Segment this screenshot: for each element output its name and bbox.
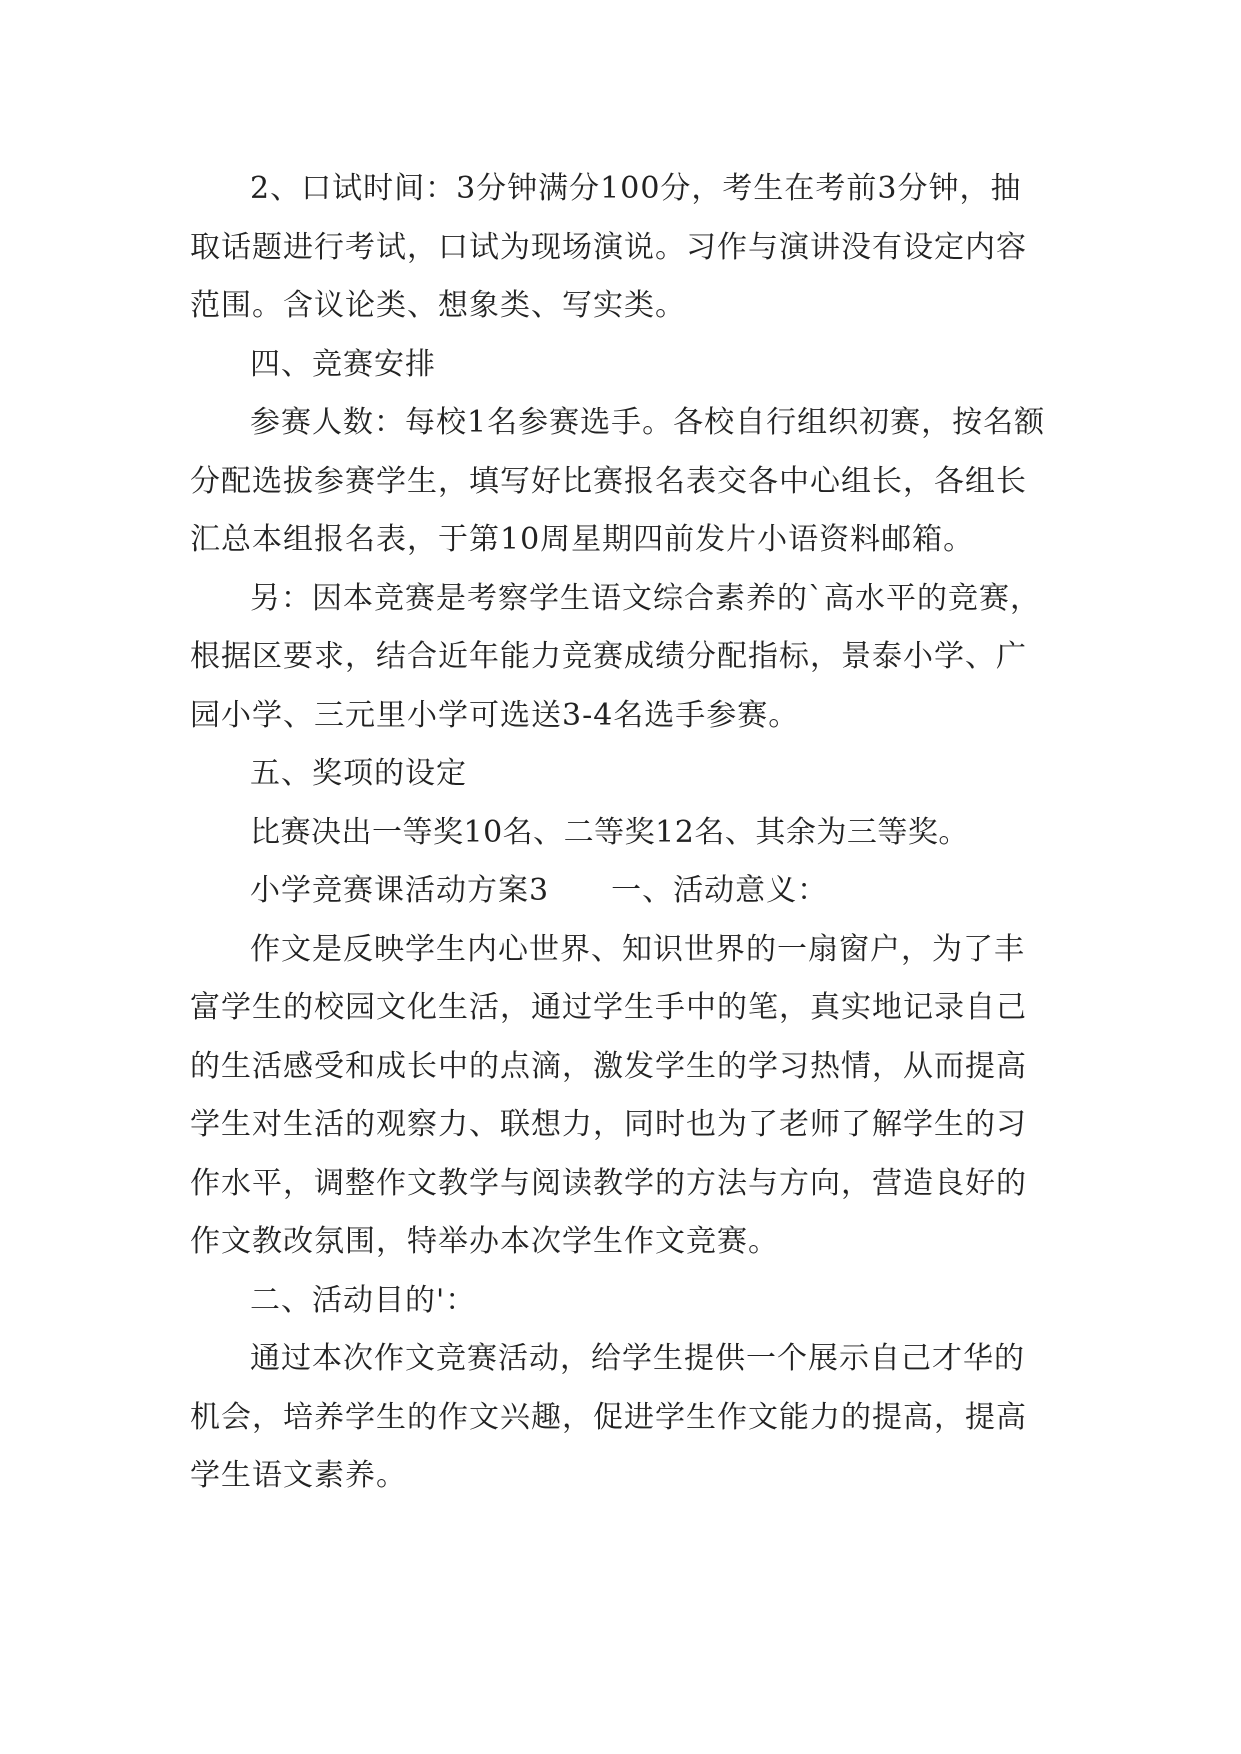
paragraph-awards-detail: 比赛决出一等奖10名、二等奖12名、其余为三等奖。 <box>250 814 969 850</box>
paragraph-additional-note: 另：因本竞赛是考察学生语文综合素养的`高水平的竞赛，根据区要求，结合近年能力竞赛成绩分配指标，景泰小学、广园小学、三元里小学可选送3-4名选手参赛。 <box>190 580 1041 733</box>
heading-awards: 五、奖项的设定 <box>250 756 467 791</box>
heading-activity-plan-3: 小学竞赛课活动方案3 一、活动意义： <box>250 873 829 908</box>
document-body <box>190 160 1050 1506</box>
paragraph-oral-exam-time: 2、口试时间：3分钟满分100分，考生在考前3分钟，抽取话题进行考试，口试为现场演说。习作与演讲没有设定内容范围。含议论类、想象类、写实类。 <box>190 171 1027 323</box>
paragraph-participants: 参赛人数：每校1名参赛选手。各校自行组织初赛，按名额分配选拔参赛学生，填写好比赛报名表交各中心组长，各组长汇总本组报名表，于第10周星期四前发片小语资料邮箱。 <box>190 405 1046 557</box>
heading-activity-purpose: 二、活动目的'： <box>250 1282 477 1318</box>
heading-competition-arrangement: 四、竞赛安排 <box>250 346 436 382</box>
paragraph-activity-purpose: 通过本次作文竞赛活动，给学生提供一个展示自己才华的机会，培养学生的作文兴趣，促进学生作文能力的提高，提高学生语文素养。 <box>190 1341 1027 1493</box>
paragraph-activity-meaning: 作文是反映学生内心世界、知识世界的一扇窗户，为了丰富学生的校园文化生活，通过学生手中的笔，真实地记录自己的生活感受和成长中的点滴，激发学生的学习热情，从而提高学生对生活的观察力、联想力，同时也为了老师了解学生的习作水平，调整作文教学与阅读教学的方法与方向，营造良好的作文教改氛围，特举办本次学生作文竞赛。 <box>190 931 1027 1259</box>
